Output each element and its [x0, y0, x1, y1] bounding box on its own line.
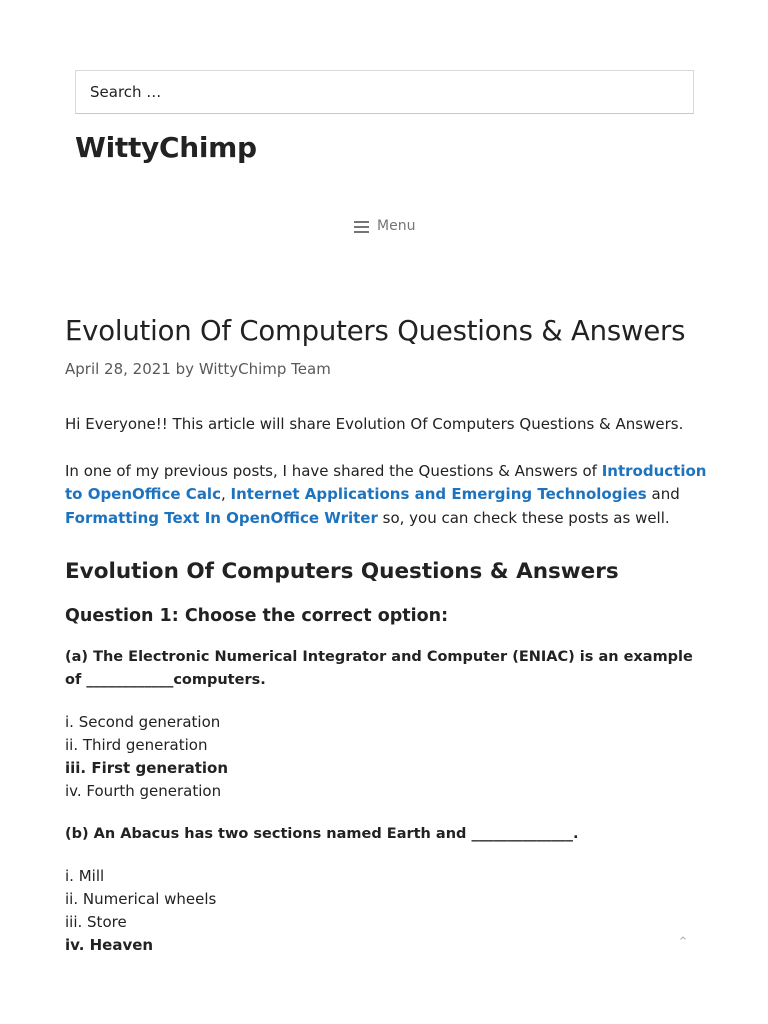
link-openoffice-calc[interactable]: Introduction to OpenOffice Calc: [65, 461, 707, 503]
separator-and: and: [646, 485, 680, 503]
page-title: Evolution Of Computers Questions & Answers: [65, 315, 686, 347]
options-b: [65, 865, 710, 957]
answer-option: iii. First generation: [65, 759, 229, 777]
article: [65, 312, 710, 957]
prev-text-start: In one of my previous posts, I have shared the Questions & Answers of: [65, 461, 602, 480]
question-a: (a) The Electronic Numerical Integrator and Computer (ENIAC) is an example of ____________computers.: [65, 649, 693, 688]
option-item: iii. Store: [65, 913, 127, 931]
section-heading: Evolution Of Computers Questions & Answers: [65, 559, 619, 584]
previous-posts-paragraph: [65, 460, 710, 531]
link-internet-applications[interactable]: Internet Applications and Emerging Technologies: [230, 485, 647, 503]
menu-label: Menu: [377, 218, 416, 234]
option-item: i. Mill: [65, 867, 105, 885]
option-item: ii. Third generation: [65, 736, 208, 754]
option-item: i. Second generation: [65, 713, 221, 731]
meta-by: by: [175, 360, 195, 378]
question-heading: Question 1: Choose the correct option:: [65, 606, 449, 626]
back-to-top-button[interactable]: [676, 936, 690, 950]
option-item: iv. Fourth generation: [65, 782, 222, 800]
options-a: [65, 711, 710, 803]
search-input[interactable]: [76, 71, 693, 113]
option-item: ii. Numerical wheels: [65, 890, 217, 908]
prev-text-end: so, you can check these posts as well.: [377, 508, 670, 527]
hamburger-icon: [354, 221, 369, 232]
question-b: (b) An Abacus has two sections named Earth and ______________.: [65, 826, 579, 842]
search-form: [75, 70, 694, 114]
site-title[interactable]: WittyChimp: [75, 131, 257, 164]
author-link[interactable]: WittyChimp Team: [198, 360, 331, 378]
menu-toggle-button[interactable]: [354, 218, 415, 234]
link-formatting-text[interactable]: Formatting Text In OpenOffice Writer: [65, 508, 378, 527]
post-date-link[interactable]: April 28, 2021: [65, 360, 171, 378]
chevron-up-icon: ⌃: [677, 935, 689, 950]
intro-paragraph: Hi Everyone!! This article will share Evolution Of Computers Questions & Answers.: [65, 415, 684, 433]
separator-comma: ,: [220, 485, 231, 503]
entry-meta: [65, 358, 710, 380]
answer-option: iv. Heaven: [65, 936, 154, 954]
